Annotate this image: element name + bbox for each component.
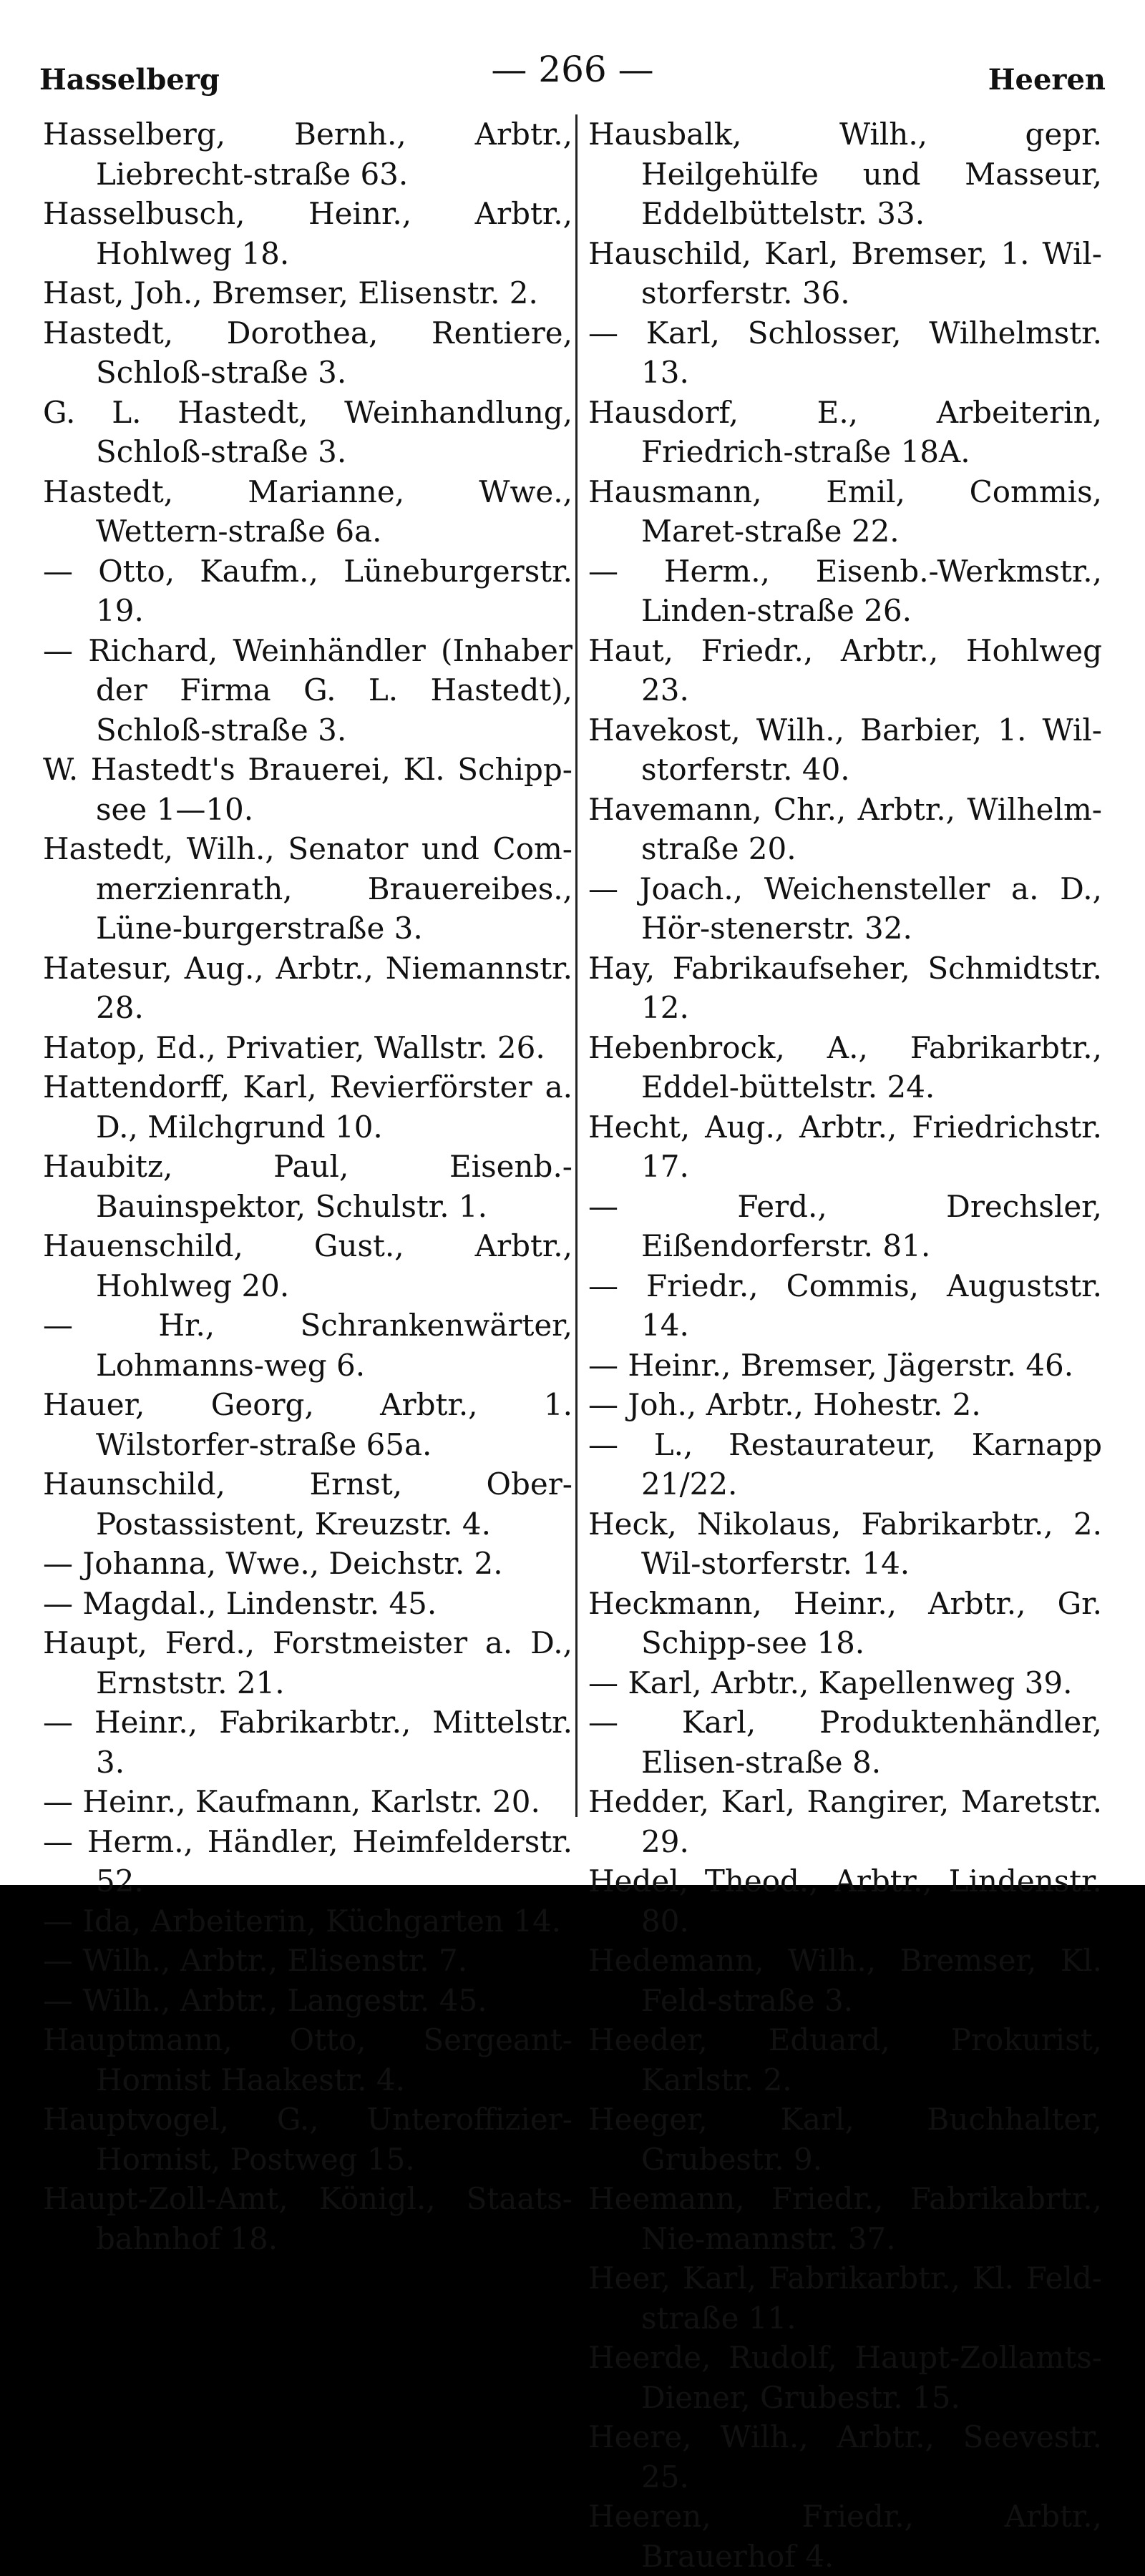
directory-entry: Hastedt, Dorothea, Rentiere, Schloß-straße 3.: [43, 315, 572, 390]
directory-entry: — Friedr., Commis, Auguststr. 14.: [588, 1268, 1102, 1343]
directory-entry: Hausdorf, E., Arbeiterin, Friedrich-straße 18A.: [588, 394, 1102, 469]
directory-entry: Hattendorff, Karl, Revierförster a. D., Milchgrund 10.: [43, 1069, 572, 1145]
directory-entry: Hedder, Karl, Rangirer, Maretstr. 29.: [588, 1784, 1102, 1859]
directory-entry: — Wilh., Arbtr., Elisenstr. 7.: [43, 1943, 468, 1978]
directory-entry: Heeren, Friedr., Arbtr., Brauerhof 4.: [588, 2499, 1102, 2574]
directory-entry: — Herm., Eisenb.-Werkmstr., Linden-straße 26.: [588, 553, 1102, 628]
directory-entry: Hastedt, Wilh., Senator und Com-merzienrath, Brauereibes., Lüne-burgerstraße 3.: [43, 831, 572, 946]
directory-entry: Heerde, Rudolf, Haupt-Zollamts-Diener, Grubestr. 15.: [588, 2340, 1102, 2415]
directory-entry: Hauer, Georg, Arbtr., 1. Wilstorfer-straße 65a.: [43, 1387, 572, 1462]
directory-entry: — Richard, Weinhändler (Inhaber der Firma G. L. Hastedt), Schloß-straße 3.: [43, 632, 572, 748]
directory-entry: Havemann, Chr., Arbtr., Wilhelm-straße 20.: [588, 791, 1102, 866]
directory-entry: G. L. Hastedt, Weinhandlung, Schloß-straße 3.: [43, 394, 572, 469]
directory-entry: Hauptvogel, G., Unteroffizier-Hornist, Postweg 15.: [43, 2102, 572, 2177]
directory-entry: Hatesur, Aug., Arbtr., Niemannstr. 28.: [43, 950, 572, 1025]
directory-entry: Hauenschild, Gust., Arbtr., Hohlweg 20.: [43, 1228, 572, 1303]
directory-entry: — Magdal., Lindenstr. 45.: [43, 1585, 437, 1621]
directory-entry: — Herm., Händler, Heimfelderstr. 52.: [43, 1823, 572, 1899]
directory-entry: — Ida, Arbeiterin, Küchgarten 14.: [43, 1903, 562, 1939]
directory-entry: — Johanna, Wwe., Deichstr. 2.: [43, 1546, 503, 1581]
right-column: [588, 114, 1102, 2576]
directory-entry: Hedemann, Wilh., Bremser, Kl. Feld-straße 3.: [588, 1943, 1102, 2018]
directory-entry: Hausbalk, Wilh., gepr. Heilgehülfe und Masseur, Eddelbüttelstr. 33.: [588, 117, 1102, 231]
directory-entry: Haunschild, Ernst, Ober-Postassistent, Kreuzstr. 4.: [43, 1466, 572, 1542]
directory-entry: Haut, Friedr., Arbtr., Hohlweg 23.: [588, 632, 1102, 707]
directory-entry: — Karl, Schlosser, Wilhelmstr. 13.: [588, 315, 1102, 390]
directory-entry: Heer, Karl, Fabrikarbtr., Kl. Feld-straße 11.: [588, 2261, 1102, 2336]
directory-entry: W. Hastedt's Brauerei, Kl. Schipp-see 1—10.: [43, 752, 572, 827]
directory-entry: Hasselbusch, Heinr., Arbtr., Hohlweg 18.: [43, 196, 572, 271]
left-catchword: Hasselberg: [39, 63, 220, 97]
left-column: [43, 114, 572, 2258]
page-number: — 266 —: [491, 49, 654, 90]
directory-entry: — Joh., Arbtr., Hohestr. 2.: [588, 1387, 981, 1422]
directory-entry: — Karl, Arbtr., Kapellenweg 39.: [588, 1665, 1073, 1700]
directory-entry: — Heinr., Kaufmann, Karlstr. 20.: [43, 1784, 540, 1819]
directory-entry: — Wilh., Arbtr., Langestr. 45.: [43, 1982, 487, 2018]
directory-entry: Haubitz, Paul, Eisenb.-Bauinspektor, Schulstr. 1.: [43, 1149, 572, 1224]
column-divider: [575, 114, 578, 1817]
directory-entry: — Joach., Weichensteller a. D., Hör-stenerstr. 32.: [588, 871, 1102, 946]
right-catchword: Heeren: [988, 63, 1106, 97]
directory-entry: — Otto, Kaufm., Lüneburgerstr. 19.: [43, 553, 572, 628]
directory-entry: — L., Restaurateur, Karnapp 21/22.: [588, 1426, 1102, 1502]
directory-entry: Hauptmann, Otto, Sergeant-Hornist Haakestr. 4.: [43, 2022, 572, 2097]
directory-entry: Hecht, Aug., Arbtr., Friedrichstr. 17.: [588, 1109, 1102, 1184]
directory-entry: Hatop, Ed., Privatier, Wallstr. 26.: [43, 1029, 545, 1065]
directory-entry: Heere, Wilh., Arbtr., Seevestr. 25.: [588, 2419, 1102, 2494]
directory-entry: Hast, Joh., Bremser, Elisenstr. 2.: [43, 275, 538, 310]
directory-entry: — Heinr., Fabrikarbtr., Mittelstr. 3.: [43, 1705, 572, 1780]
directory-entry: Heeder, Eduard, Prokurist, Karlstr. 2.: [588, 2022, 1102, 2097]
directory-entry: Hastedt, Marianne, Wwe., Wettern-straße 6a.: [43, 474, 572, 549]
directory-entry: Heeger, Karl, Buchhalter, Grubestr. 9.: [588, 2102, 1102, 2177]
directory-entry: Haupt-Zoll-Amt, Königl., Staats-bahnhof 18.: [43, 2181, 572, 2256]
directory-entry: Heckmann, Heinr., Arbtr., Gr. Schipp-see 18.: [588, 1585, 1102, 1660]
directory-entry: Hay, Fabrikaufseher, Schmidtstr. 12.: [588, 950, 1102, 1025]
directory-entry: Hasselberg, Bernh., Arbtr., Liebrecht-straße 63.: [43, 117, 572, 192]
directory-entry: Hedel, Theod., Arbtr., Lindenstr. 80.: [588, 1864, 1102, 1939]
directory-entry: Hauschild, Karl, Bremser, 1. Wil-storferstr. 36.: [588, 235, 1102, 310]
directory-entry: Havekost, Wilh., Barbier, 1. Wil-storferstr. 40.: [588, 712, 1102, 787]
running-head: [39, 49, 1106, 99]
directory-entry: Hebenbrock, A., Fabrikarbtr., Eddel-büttelstr. 24.: [588, 1029, 1102, 1105]
directory-entry: Hausmann, Emil, Commis, Maret-straße 22.: [588, 474, 1102, 549]
directory-entry: — Heinr., Bremser, Jägerstr. 46.: [588, 1347, 1074, 1383]
directory-entry: — Karl, Produktenhändler, Elisen-straße 8.: [588, 1705, 1102, 1780]
directory-entry: Haupt, Ferd., Forstmeister a. D., Ernststr. 21.: [43, 1625, 572, 1700]
directory-entry: — Ferd., Drechsler, Eißendorferstr. 81.: [588, 1188, 1102, 1263]
directory-entry: Heck, Nikolaus, Fabrikarbtr., 2. Wil-storferstr. 14.: [588, 1506, 1102, 1581]
directory-entry: Heemann, Friedr., Fabrikabrtr., Nie-mannstr. 37.: [588, 2181, 1102, 2256]
directory-entry: — Hr., Schrankenwärter, Lohmanns-weg 6.: [43, 1308, 572, 1383]
